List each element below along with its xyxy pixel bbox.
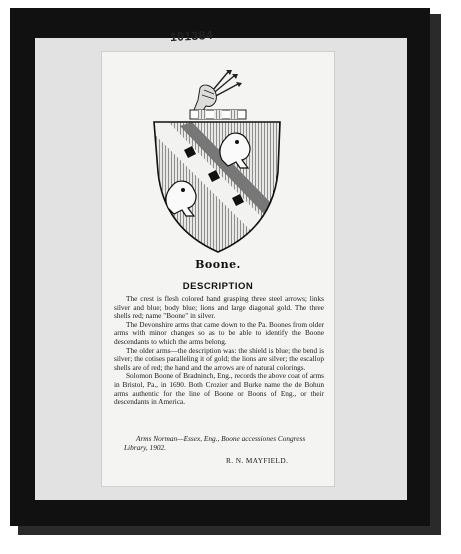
document-page: [102, 52, 334, 486]
coat-of-arms-illustration: [102, 52, 334, 282]
paragraph: The older arms—the description was: the shield is blue; the bend is silver; the cotises paralleling it of gold; the lions are silver; the escallop shells are of red; the hand and the arrows are of natural colorings.: [114, 345, 324, 372]
shield: [142, 112, 302, 262]
source-note: Arms Norman—Essex, Eng., Boone accessiones Congress Library, 1902.: [124, 434, 306, 452]
archive-number: 101384: [169, 27, 214, 45]
paragraph: The Devonshire arms that came down to the Pa. Boones from older arms with minor changes so as to be able to identify the Boone descendants to which the arms belong.: [114, 319, 324, 346]
family-name: Boone.: [195, 258, 241, 271]
paragraph: Solomon Boone of Bradninch, Eng., records the above coat of arms in Bristol, Pa., in 1690. Both Crozier and Burke name the de Bohun arms authentic for the line of Boone or Boons of Eng., or their descendants in America.: [114, 371, 324, 407]
crest-wreath: [190, 110, 246, 119]
crest-hand-arrows: [194, 70, 242, 112]
paragraph: The crest is flesh colored hand grasping three steel arrows; links silver and blue; body blue; lions and large diagonal gold. The three shells red; name "Boone" in silver.: [114, 294, 324, 321]
description-heading: DESCRIPTION: [182, 281, 254, 292]
description-body: [114, 295, 324, 407]
author-signature: R. N. MAYFIELD.: [226, 456, 289, 465]
